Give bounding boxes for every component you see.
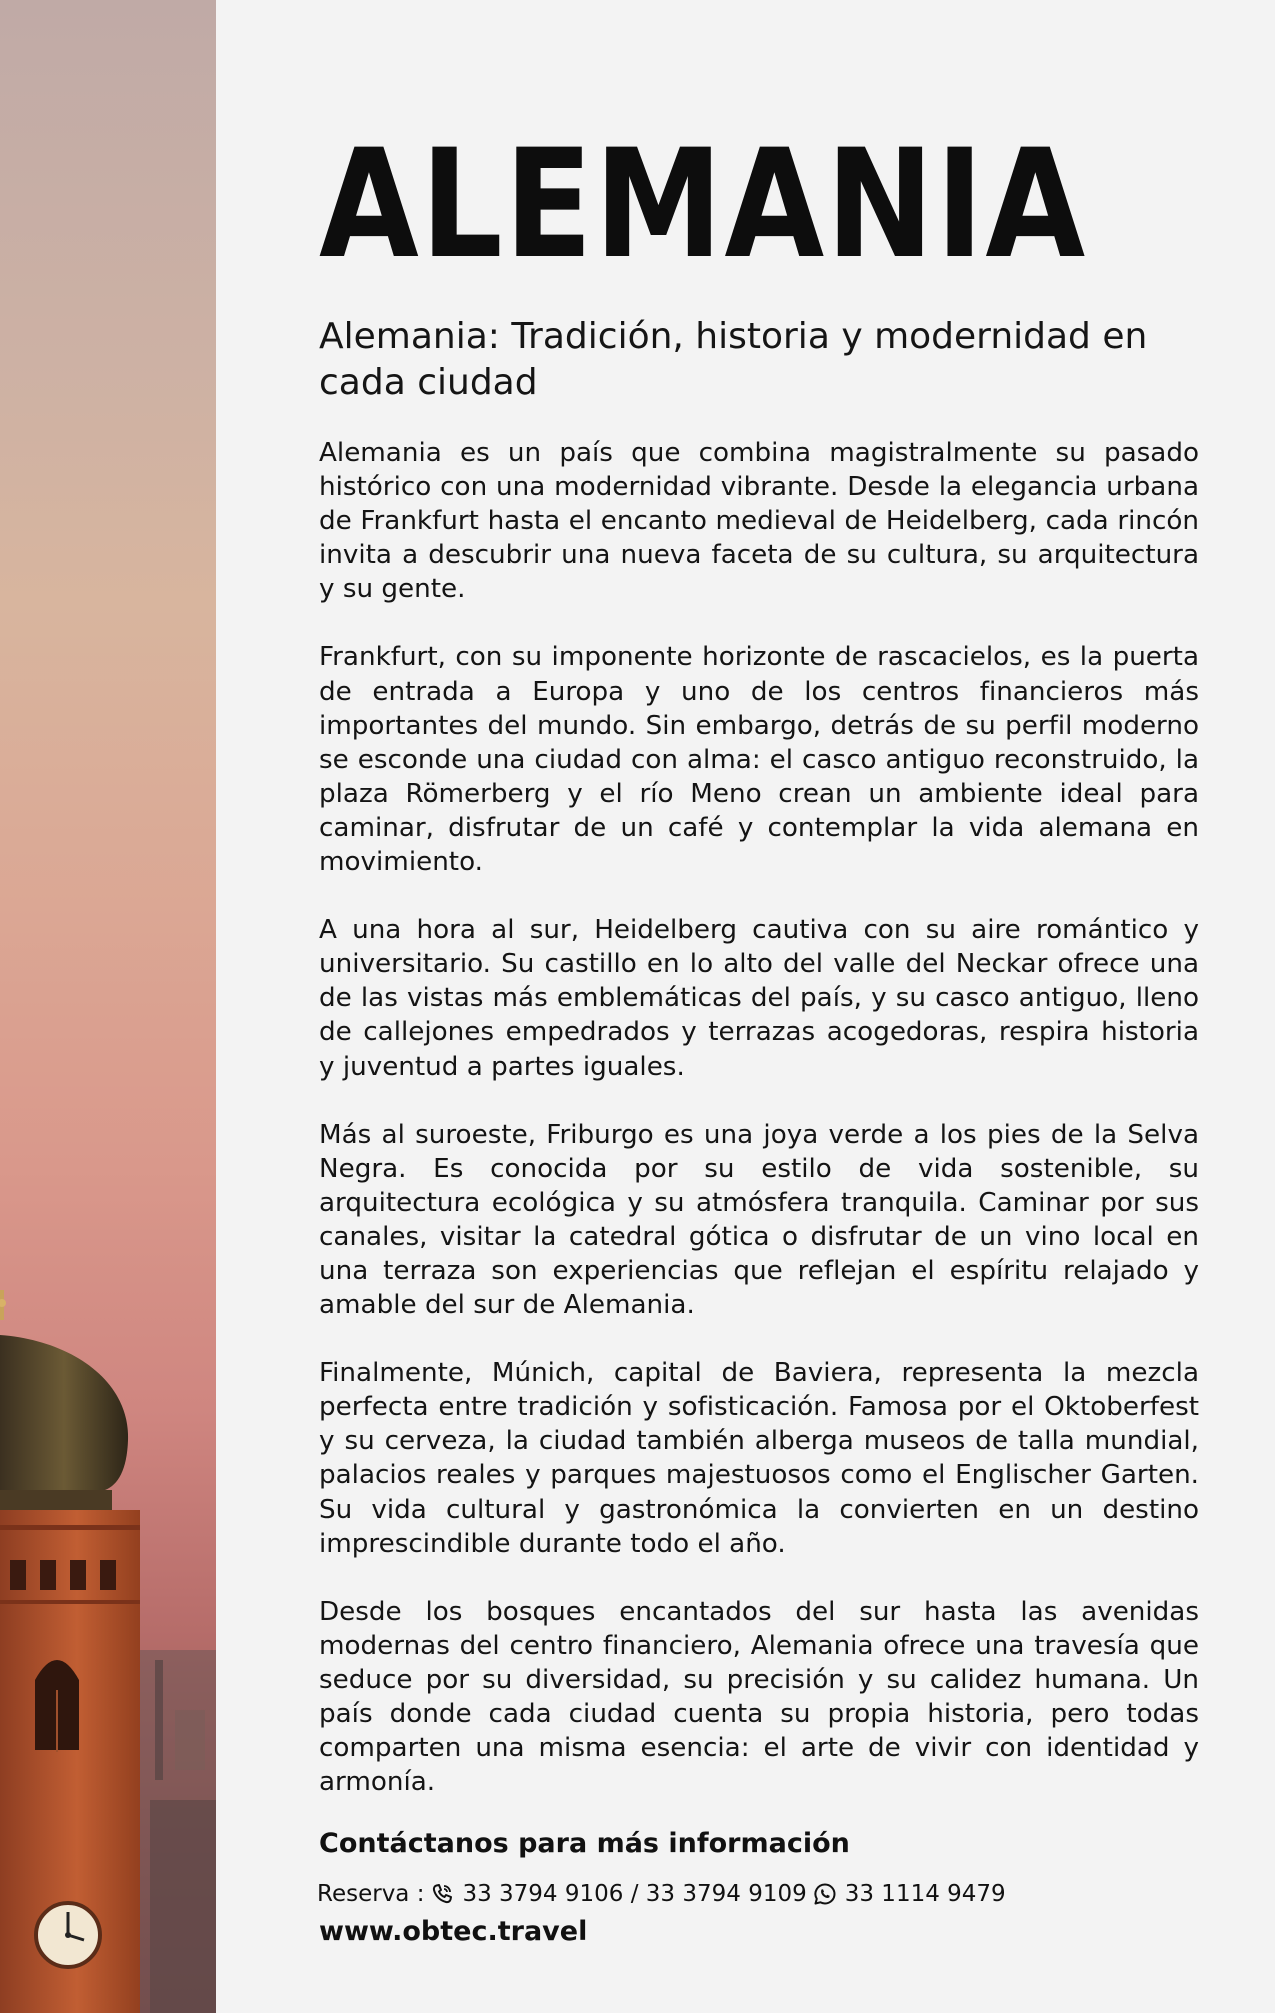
paragraph-friburgo: Más al suroeste, Friburgo es una joya verde a los pies de la Selva Negra. Es conocida por su estilo de vida sostenible, su arquitectura ecológica y su atmósfera tranquila. Caminar por sus canales, visitar la catedral gótica o disfrutar de un vino local en una terraza son experiencias que reflejan el espíritu relajado y amable del sur de Alemania. xyxy=(319,1119,1199,1321)
contact-heading: Contáctanos para más información xyxy=(319,1828,850,1859)
reservation-label: Reserva : xyxy=(317,1881,425,1907)
reservation-line xyxy=(317,1877,1006,1911)
paragraph-closing: Desde los bosques encantados del sur hasta las avenidas modernas del centro financiero, Alemania ofrece una travesía que seduce por su diversidad, su precisión y su calidez humana. Un país donde cada ciudad cuenta su propia historia, pero todas comparten una misma esencia: el arte de vivir con identidad y armonía. xyxy=(319,1596,1199,1798)
phone-icon xyxy=(430,1882,454,1906)
page-title: ALEMANIA xyxy=(319,118,1087,292)
paragraph-heidelberg: A una hora al sur, Heidelberg cautiva con su aire romántico y universitario. Su castillo en lo alto del valle del Neckar ofrece una de las vistas más emblemáticas del país, y su casco antiguo, lleno de callejones empedrados y terrazas acogedoras, respira historia y juventud a partes iguales. xyxy=(319,915,1199,1082)
paragraph-intro: Alemania es un país que combina magistralmente su pasado histórico con una modernidad vibrante. Desde la elegancia urbana de Frankfurt hasta el encanto medieval de Heidelberg, cada rincón invita a descubrir una nueva faceta de su cultura, su arquitectura y su gente. xyxy=(319,438,1199,605)
phone-numbers[interactable]: 33 3794 9106 / 33 3794 9109 xyxy=(462,1881,807,1907)
page-subtitle: Alemania: Tradición, historia y modernidad en cada ciudad xyxy=(319,316,1148,403)
tower-illustration xyxy=(0,0,216,2013)
paragraph-munich: Finalmente, Múnich, capital de Baviera, representa la mezcla perfecta entre tradición y sofisticación. Famosa por el Oktoberfest y su cerveza, la ciudad también alberga museos de talla mundial, palacios reales y parques majestuosos como el Englischer Garten. Su vida cultural y gastronómica la convierten en un destino imprescindible durante todo el año. xyxy=(319,1358,1199,1559)
paragraph-frankfurt: Frankfurt, con su imponente horizonte de rascacielos, es la puerta de entrada a Europa y uno de los centros financieros más importantes del mundo. Sin embargo, detrás de su perfil moderno se esconde una ciudad con alma: el casco antiguo reconstruido, la plaza Römerberg y el río Meno crean un ambiente ideal para caminar, disfrutar de un café y contemplar la vida alemana en movimiento. xyxy=(319,642,1199,878)
whatsapp-number[interactable]: 33 1114 9479 xyxy=(844,1881,1006,1907)
website-link[interactable]: www.obtec.travel xyxy=(319,1916,588,1947)
cover-photo xyxy=(0,0,216,2013)
article-body xyxy=(319,436,1199,1833)
whatsapp-icon xyxy=(813,1882,837,1906)
